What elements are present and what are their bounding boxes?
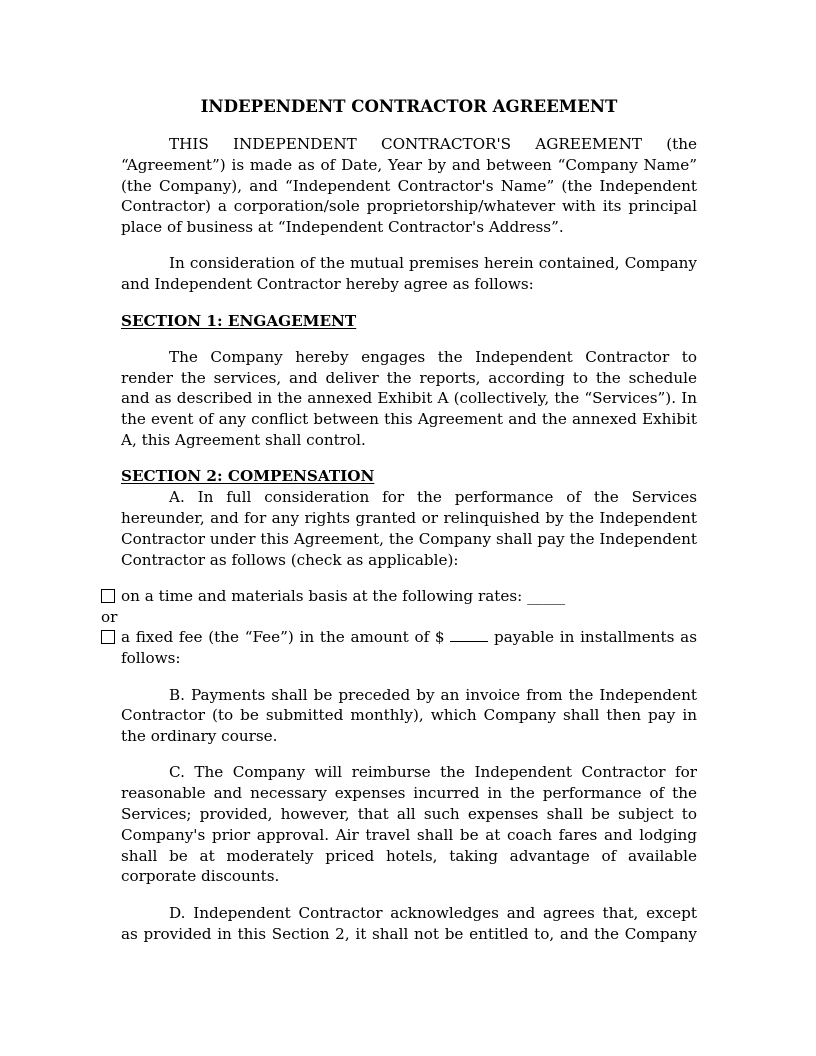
payment-option-time-materials — [101, 586, 697, 607]
document-page — [101, 95, 698, 944]
fixed-fee-text-after: payable in installments as follows: — [121, 628, 698, 668]
time-materials-label: on a time and materials basis at the following rates: _____ — [121, 586, 566, 605]
fixed-fee-text-before: a fixed fee (the “Fee”) in the amount of $ — [121, 628, 445, 647]
section-2-paragraph-c: C. The Company will reimburse the Independent Contractor for reasonable and necessary expenses incurred in the performance of the Services; provided, however, that all such expenses shall be subject to Company's prior approval. Air travel shall be at coach fares and lodging shall be at moderately priced hotels, taking advantage of available corporate discounts. — [121, 763, 697, 886]
intro-paragraph: THIS INDEPENDENT CONTRACTOR'S AGREEMENT (the “Agreement”) is made as of Date, Year by and between “Company Name” (the Company), and “Independent Contractor's Name” (the Independent Contractor) a corporation/sole proprietorship/whatever with its principal place of business at “Independent Contractor's Address”. — [121, 135, 697, 237]
consideration-paragraph: In consideration of the mutual premises herein contained, Company and Independent Contractor hereby agree as follows: — [121, 254, 697, 294]
section-2-paragraph-a: A. In full consideration for the performance of the Services hereunder, and for any rights granted or relinquished by the Independent Contractor under this Agreement, the Company shall pay the Independent Contractor as follows (check as applicable): — [121, 488, 697, 569]
section-1-heading: SECTION 1: ENGAGEMENT — [121, 311, 357, 330]
or-separator: or — [101, 607, 118, 626]
section-1-body: The Company hereby engages the Independent Contractor to render the services, and deliver the reports, according to the schedule and as described in the annexed Exhibit A (collectively, the “Services”). In the event of any conflict between this Agreement and the annexed Exhibit A, this Agreement shall control. — [121, 347, 697, 450]
section-2-paragraph-b: B. Payments shall be preceded by an invoice from the Independent Contractor (to be submitted monthly), which Company shall then pay in the ordinary course. — [121, 685, 697, 746]
payment-option-fixed-fee — [101, 627, 697, 669]
section-2-heading: SECTION 2: COMPENSATION — [121, 467, 375, 486]
fixed-fee-checkbox[interactable] — [101, 630, 115, 644]
fixed-fee-label — [121, 627, 697, 669]
section-2-paragraph-d: D. Independent Contractor acknowledges and agrees that, except as provided in this Section 2, it shall not be entitled to, and the Company — [121, 903, 697, 943]
fixed-fee-amount-blank — [450, 629, 488, 642]
document-title: INDEPENDENT CONTRACTOR AGREEMENT — [200, 96, 618, 116]
time-materials-checkbox[interactable] — [101, 589, 115, 603]
